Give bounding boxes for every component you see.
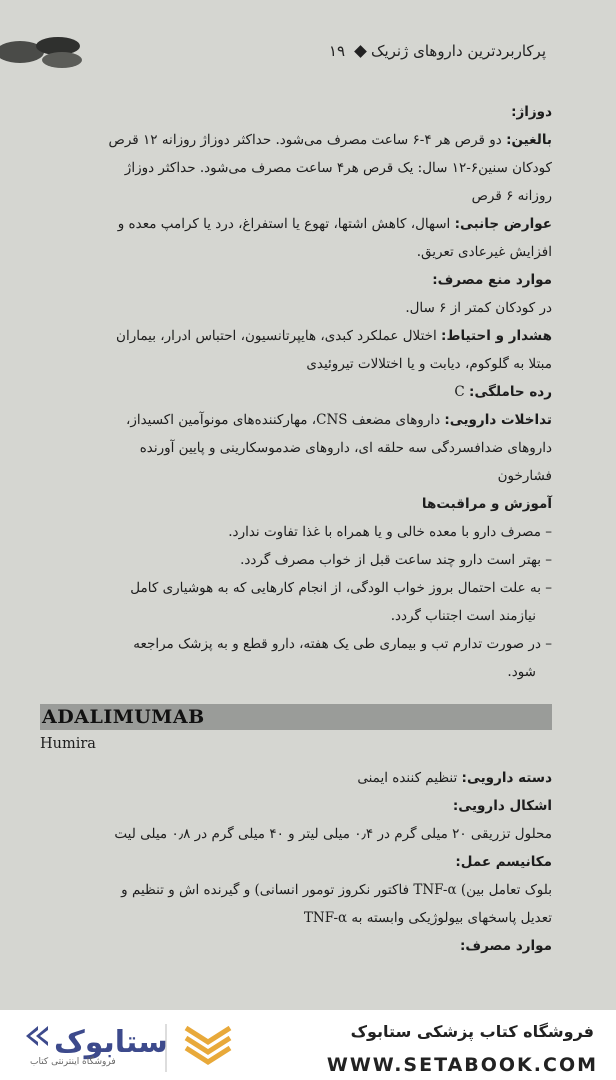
warnings-label: هشدار و احتیاط: <box>441 328 552 344</box>
logo-text: ستابوک <box>54 1025 168 1060</box>
diamond-icon <box>354 45 367 58</box>
education-item-1: – مصرف دارو با معده خالی و یا همراه با غذا تفاوت ندارد. <box>228 524 552 540</box>
interactions-text-2: داروهای ضدافسردگی سه حلقه ای، داروهای ضدموسکارینی و پایین آورنده <box>139 440 552 456</box>
contraindications-text: در کودکان کمتر از ۶ سال. <box>405 300 552 316</box>
side-effects-text-1: اسهال، کاهش اشتها، تهوع یا استفراغ، درد یا کرامپ معده و <box>117 216 451 232</box>
adult-text-1: دو قرص هر ۴-۶ ساعت مصرف می‌شود. حداکثر دوزاژ روزانه ۱۲ قرص <box>108 132 502 148</box>
pregnancy-value: C <box>454 384 465 400</box>
drug-name: ADALIMUMAB <box>42 706 205 728</box>
mechanism-text-2: تعدیل پاسخهای بیولوژیکی وابسته به TNF-α <box>303 910 552 926</box>
mechanism-heading: مکانیسم عمل: <box>455 854 552 870</box>
education-item-3: – به علت احتمال بروز خواب الودگی، از انجام کارهایی که به هوشیاری کامل <box>130 580 552 596</box>
logo-subtitle: فروشگاه اینترنتی کتاب <box>30 1057 116 1067</box>
education-item-4-cont: شود. <box>507 664 536 680</box>
running-header <box>329 42 546 60</box>
warnings-text-2: مبتلا به گلوکوم، دیابت و یا اختلالات تیروئیدی <box>306 356 552 372</box>
page-body <box>40 98 552 960</box>
interactions-label: تداخلات دارویی: <box>444 412 552 428</box>
uses-heading: موارد مصرف: <box>460 938 552 954</box>
interactions-text-1: داروهای مضعف CNS، مهارکننده‌های مونوآمین اکسیداز، <box>125 412 441 428</box>
drug-class-label: دسته دارویی: <box>461 770 552 786</box>
page-number: ۱۹ <box>328 42 346 60</box>
setabook-logo <box>18 1016 258 1076</box>
education-item-4: – در صورت تدارم تب و بیماری طی یک هفته، دارو قطع و به پزشک مراجعه <box>133 636 552 652</box>
mechanism-text-1: بلوک تعامل بین) TNF-α فاکتور نکروز تومور انسانی) و گیرنده اش و تنظیم و <box>121 882 552 898</box>
store-title: فروشگاه کتاب پزشکی ستابوک <box>350 1022 594 1041</box>
forms-text: محلول تزریقی ۲۰ میلی گرم در ۰٫۴ میلی لیتر و ۴۰ میلی گرم در ۰٫۸ میلی لیت <box>114 826 552 842</box>
store-url: WWW.SETABOOK.COM <box>326 1054 598 1076</box>
education-item-3-cont: نیازمند است اجتناب گردد. <box>390 608 536 624</box>
header-title: پرکاربردترین داروهای ژنریک <box>371 42 546 60</box>
adult-text-3: روزانه ۶ قرص <box>471 188 552 204</box>
drug-name-banner <box>40 704 552 730</box>
adult-text-2: کودکان سنین۶-۱۲ سال: یک قرص هر۴ ساعت مصرف می‌شود. حداکثر دوزاژ <box>124 160 552 176</box>
dosage-heading: دوزاژ: <box>511 104 552 120</box>
side-effects-label: عوارض جانبی: <box>454 216 552 232</box>
pills-icon <box>0 30 90 74</box>
forms-heading: اشکال دارویی: <box>452 798 552 814</box>
brand-name: Humira <box>40 736 96 752</box>
education-item-2: – بهتر است دارو چند ساعت قبل از خواب مصرف گردد. <box>240 552 552 568</box>
contraindications-heading: موارد منع مصرف: <box>432 272 552 288</box>
warnings-text-1: اختلال عملکرد کبدی، هایپرتانسیون، احتباس ادرار، بیماران <box>116 328 437 344</box>
adult-label: بالغین: <box>506 132 552 148</box>
footer-watermark <box>0 1010 616 1080</box>
drug-class-value: تنظیم کننده ایمنی <box>357 770 458 786</box>
education-heading: آموزش و مراقبت‌ها <box>421 496 552 512</box>
side-effects-text-2: افزایش غیرعادی تعریق. <box>416 244 552 260</box>
pregnancy-label: رده حاملگی: <box>469 384 552 400</box>
interactions-text-3: فشارخون <box>497 468 552 484</box>
